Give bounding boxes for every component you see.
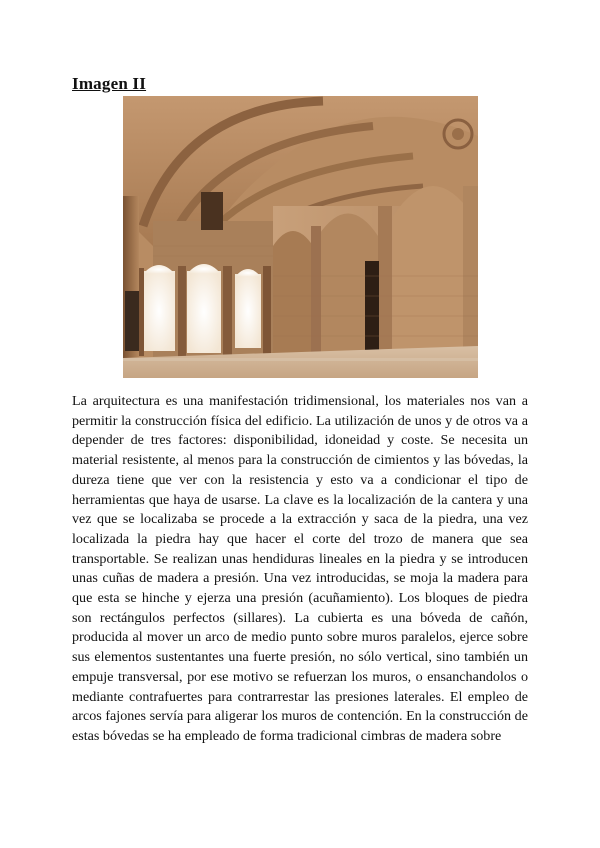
vaulted-hall-photo [123, 96, 478, 378]
body-paragraph: La arquitectura es una manifestación tridimensional, los materiales nos van a permitir la construcción física del edificio. La utilización de unos y de otros va a depender de tres factores: disponibilidad, idoneidad y coste. Se necesita un material resistente, al menos para la construcción de cimientos y las bóvedas, la dureza tiene que ver con la resistencia y esto va a condicionar el tipo de herramientas que haya de usarse. La clave es la localización de la cantera y una vez que se localizaba se procede a la extracción y saca de la piedra, una vez localizada la piedra hay que hacer el corte del trozo de manera que sea transportable. Se realizan unas hendiduras lineales en la piedra y se introducen unas cuñas de madera a presión. Una vez introducidas, se moja la madera para que esta se hinche y ejerza una presión (acuñamiento). Los bloques de piedra son rectángulos perfectos (sillares). La cubierta es una bóveda de cañón, producida al mover un arco de medio punto sobre muros paralelos, ejerce sobre sus elementos sustentantes una fuerte presión, no sólo vertical, sino también un empuje transversal, por ese motivo se refuerzan los muros, o ensanchandolos o mediante contrafuertes para contrarrestar las presiones laterales. El empleo de arcos fajones servía para aligerar los muros de contención. En la construcción de estas bóvedas se ha empleado de forma tradicional cimbras de madera sobre [72, 393, 528, 744]
page-title: Imagen II [72, 74, 147, 93]
